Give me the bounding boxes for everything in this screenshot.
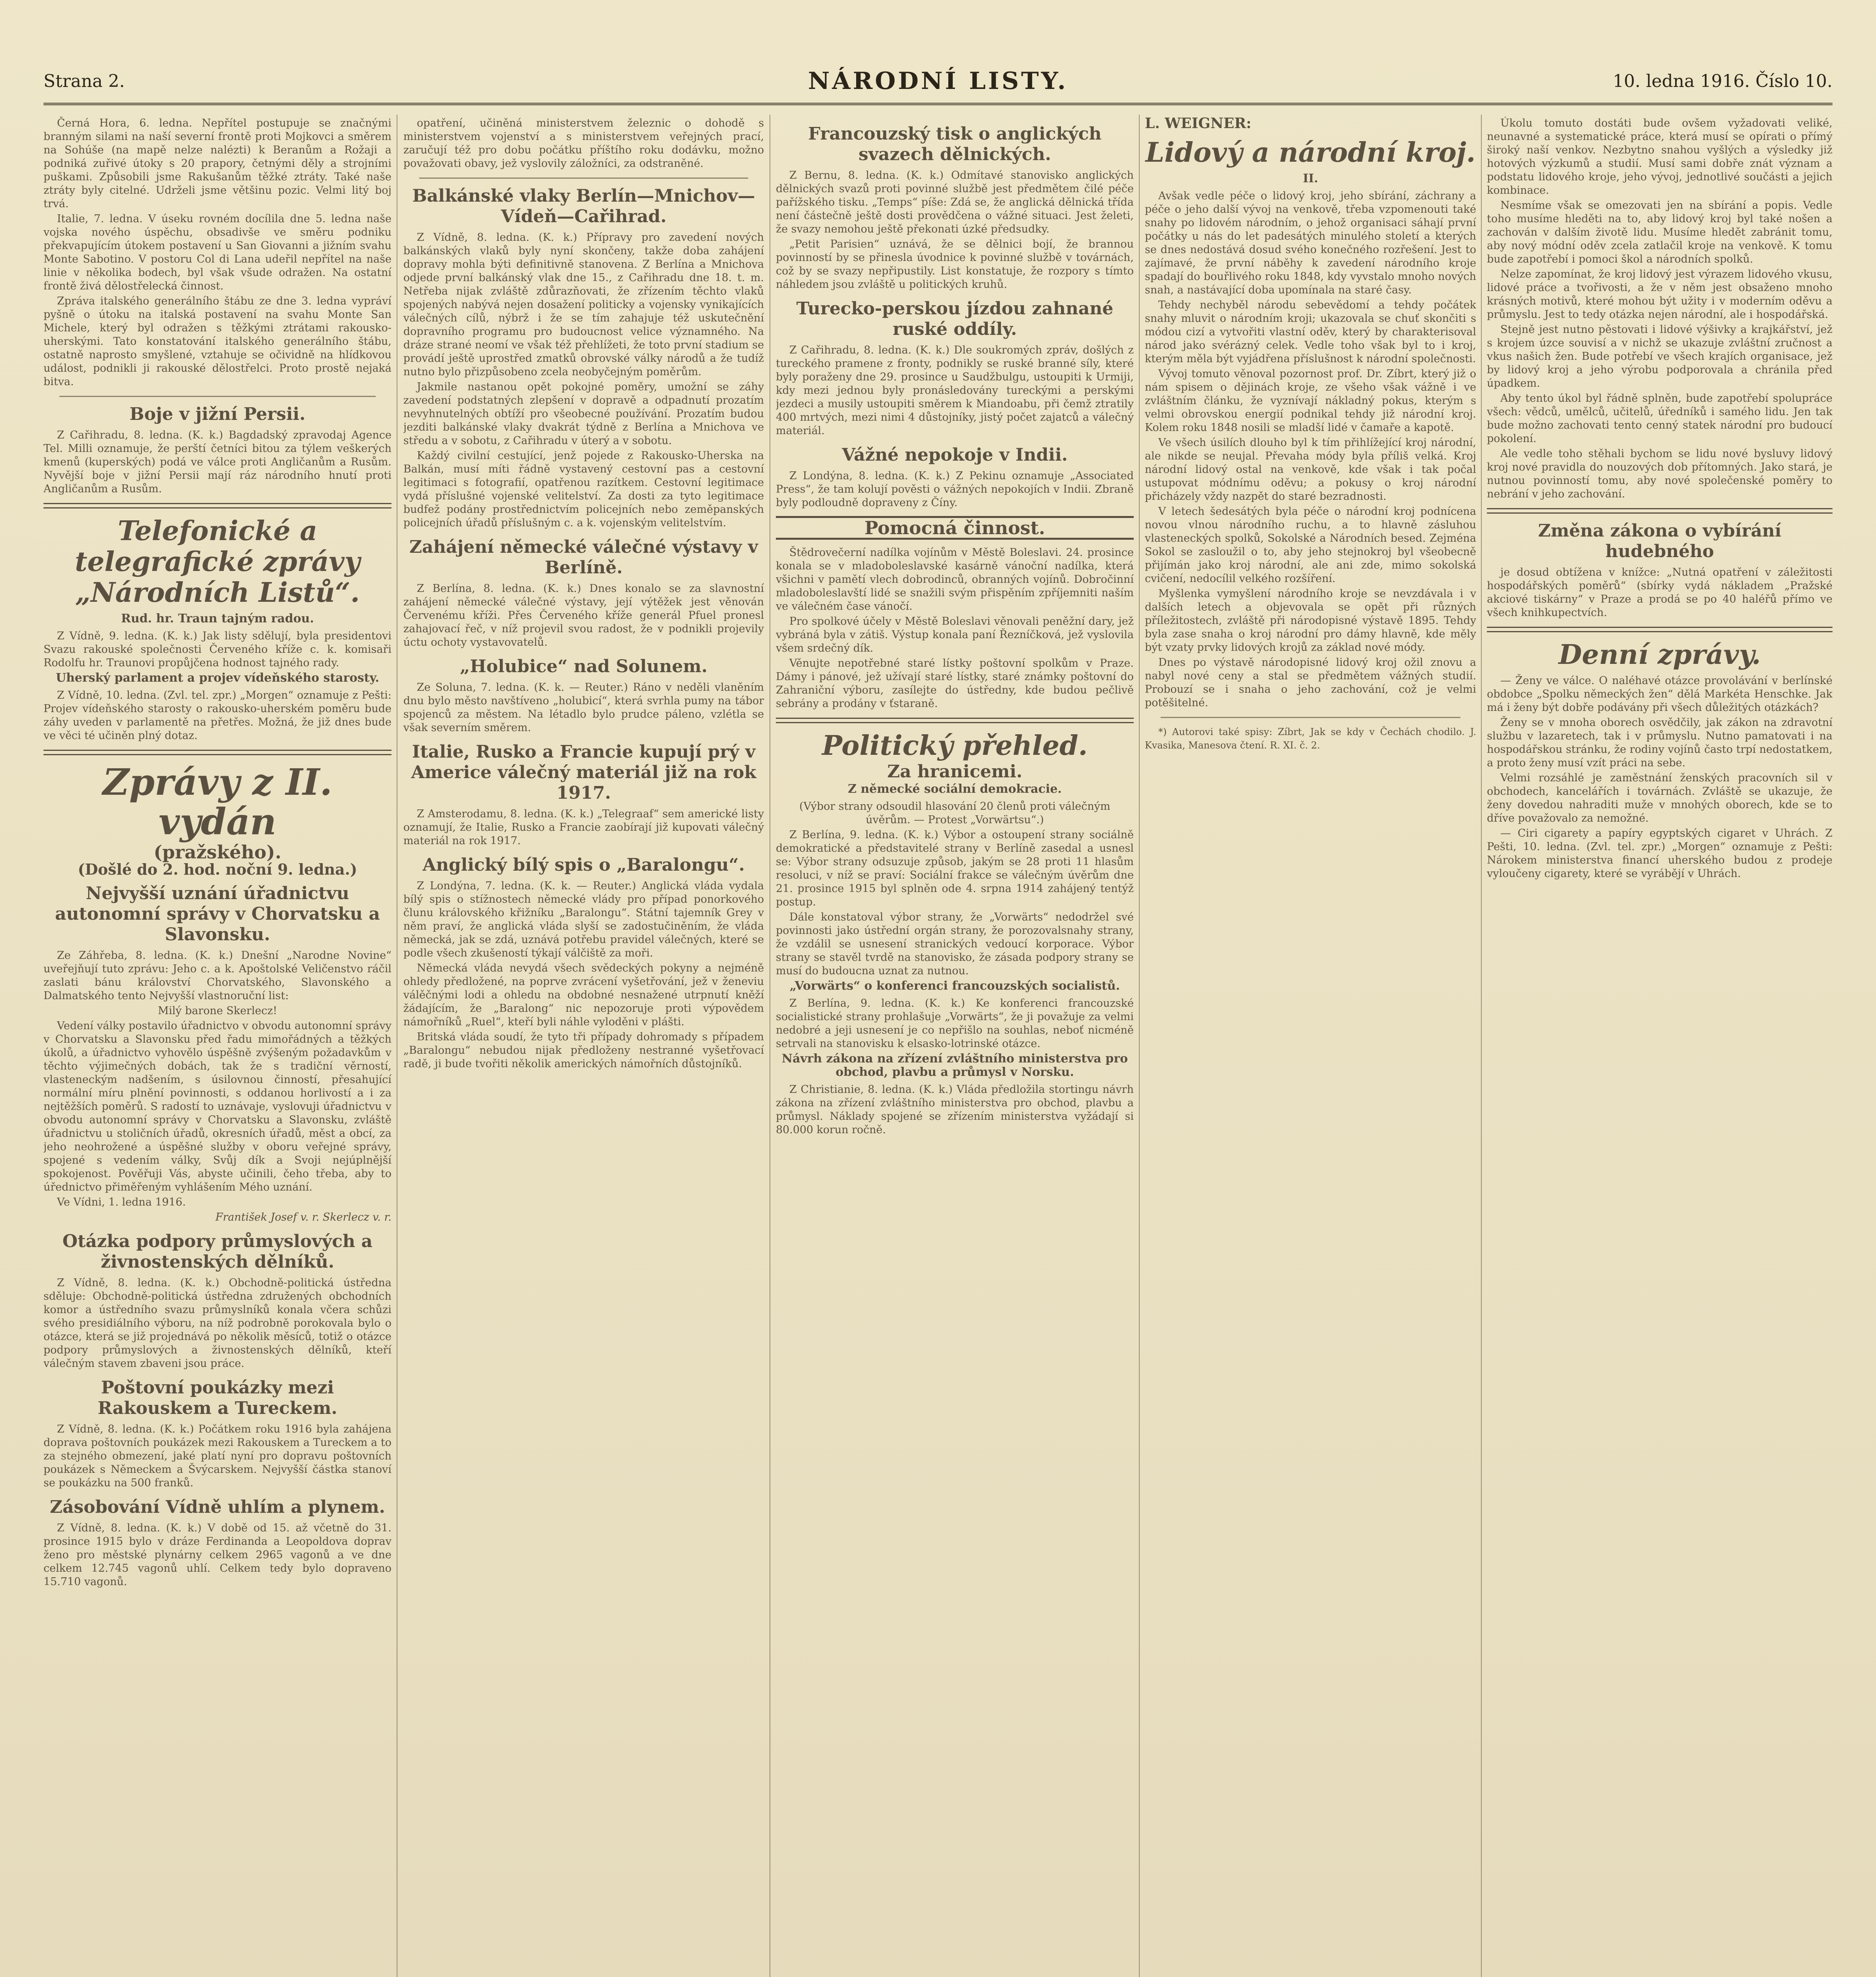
issue-date: 10. ledna 1916. Číslo 10. [1613,71,1833,91]
article-text: Nesmíme však se omezovati jen na sbírání a popis. Vedle toho musíme hleděti na to, aby lidový kroj byl také nošen a zachován v dalším životě lidu. Musíme hledět zabránit tomu, aby nový módní oděv zcela zatlačil kroje na venkově. K tomu bude zapotřebí i pomoci škol a národních spolků. [1487,199,1833,265]
article-text: Z Londýna, 8. ledna. (K. k.) Z Pekinu oznamuje „Associated Press“, že tam kolují pověsti o vážných nepokojích v Indii. Zbraně byly podloudně dopraveny z Číny. [776,470,1134,509]
article-headline: Boje v jižní Persii. [129,404,306,424]
article-headline: Turecko-perskou jízdou zahnané ruské oddíly. [796,299,1114,339]
feuilleton-title: Lidový a národní kroj. [1145,137,1476,168]
article-text: Věnujte nepotřebné staré lístky poštovní spolkům v Praze. Dámy i pánové, jež užívají staré lístky, staré známky poštovní do Zahraniční výboru, zasílejte do ústředny, kde budou pečlivě sebrány a prodány v ťstaraně. [776,657,1134,710]
article-text: „Petit Parisien“ uznává, že se dělnici bojí, že brannou povinností by se přinesla úvodnice k povinné službě v továrnách, což by se svazy nepřipustily. List konstatuje, že rozpory s tímto náhledem jsou zvláště u politických kruhů. [776,238,1134,291]
author-byline: L. WEIGNER: [1145,117,1252,132]
page-number: Strana 2. [43,71,125,91]
section-headline: Zprávy z II. vydán [102,761,333,843]
article-headline: Italie, Rusko a Francie kupují prý v Americe válečný materiál již na rok 1917. [411,742,756,803]
article-text: Z Christianie, 8. ledna. (K. k.) Vláda předložila stortingu návrh zákona na zřízení zvláštního ministerstva pro obchod, plavbu a průmysl. Náklady spojené se zřízením ministerstva vyžádají si 80.000 korun ročně. [776,1083,1134,1136]
masthead: NÁRODNÍ LISTY. [808,67,1068,95]
double-rule [1487,627,1833,632]
article-text: Dále konstatoval výbor strany, že „Vorwärts“ nedodržel své povinnosti jako ústřední orgán strany, že porozovalsnahy strany, že vzdálil se usnesení stranických vedoucí korporace. Výbor strany se stavěl tvrdě na stanovisko, že zásada podpory strany se musí do budoucna uznat za nutnou. [776,911,1134,977]
article-text: je dosud obtížena v knížce: „Nutná opatření v záležitosti hospodářských poměrů“ (sbírky vydá nákladem „Pražské akciové tiskárny“ v Praze a prodá se po 40 haléřů přímo ve všech knihkupectvích. [1487,566,1833,619]
article-text: Z Vídně, 8. ledna. (K. k.) Přípravy pro zavedení nových balkánských vlaků byly nyní skončeny, takže doba zahájení dopravy mohla býti definitivně stanovena. Z Berlína a Mnichova odjede první balkánský vlak dne 15., z Cařihradu dne 18. t. m. Netřeba nijak zvláště zdůrazňovati, že zřízením těchto vlaků spojených nabývá nejen dosažení politicky a vojensky vynikajících válečných cílů, nýbrž i že se tím zahajuje též uskutečnění dopravního programu pro budoucnost velice významného. Na dráze strané neomí ve však též přehlížeti, že toto první stadium se provádí ještě uprostřed zmatků obrovské války národů a že tudíž nutno bylo přizpůsobeno zcela neobyčejným poměrům. [403,231,764,378]
section-headline: Telefonické a telegrafické zprávy „Národních Listů“. [75,515,360,609]
column-rule [1139,115,1140,1977]
article-text: Ze Soluna, 7. ledna. (K. k. — Reuter.) Ráno v neděli vlaněním dnu bylo město navštíveno „holubicí“, která svrhla pumy na tábor spojenců za městem. Na létadlo bylo prudce páleno, vzlétla se však severním směrem. [403,681,764,734]
footnote: *) Autorovi také spisy: Zíbrt, Jak se kdy v Čechách chodilo. J. Kvasika, Manesova čtení. R. XI. č. 2. [1145,726,1476,751]
article-text: Z Berlína, 9. ledna. (K. k.) Výbor a ostoupení strany sociálně demokratické a představitelé strany v Berlíně zasedal a usnesl se: Výbor strany odsuzuje způsob, jakým se 28 proti 11 hlasům resoluci, v níž se praví: Sociální frakce se válečným úvěrům dne 21. prosince 1915 byl splněn ode 4. srpna 1914 zahájený tentýž postup. [776,829,1134,908]
article-text: Britská vláda soudí, že tyto tři případy dohromady s případem „Baralongu“ nebudou nijak předloženy nestranné vyšetřovací radě, ji bude tvořiti několik amerických námořních důstojníků. [403,1031,764,1070]
article-text: Ale vedle toho stěhali bychom se lidu nové bysluvy lidový kroj nové pravidla do nouzových dob přítomných. Jako stará, je nutnou povinností tomu, aby nové společenské poměry to nebrání v jeho zachování. [1487,448,1833,500]
article-text: Avšak vedle péče o lidový kroj, jeho sbírání, záchrany a péče o jeho další vývoj na venkově, třeba vzpomenouti také snahy po lidovém národním, o jehož organisaci sáhají první počátky u nás do let padesátých minulého století a kterých se dnes nedostává dosud svého konečného rozřešení. Jest to zajímavé, že první náběhy k zavedení národního kroje spadají do bouřlivého roku 1848, kdy vyvstalo mnoho nových snah, a nastávající doba upomínala na staré časy. [1145,190,1476,296]
article-text: Pro spolkové účely v Městě Boleslavi věnovali peněžní dary, jež vybráná byla v zátiš. Výstup konala paní Řezníčková, jež vyslovila všem srdečný dík. [776,615,1134,654]
article-text: Velmi rozsáhlé je zaměstnání ženských pracovních sil v obchodech, kancelářích i továrnách. Zvláště se ukazuje, že ženy dovedou nahraditi muže v mnohých oborech, kde se to dříve považovalo za nemožné. [1487,772,1833,824]
double-rule [1487,508,1833,514]
section-subhead: (pražského). [153,841,282,863]
article-text: Z Bernu, 8. ledna. (K. k.) Odmítavé stanovisko anglických dělnických svazů proti povinné službě jest předmětem čilé péče pařížského tisku. „Temps“ píše: Zdá se, že anglická dělnická třída není částečně ještě dosti provědčena o vážné situaci. Jest želeti, že svazy nemohou ještě překonati úzké předsudky. [776,169,1134,235]
separator [1161,717,1460,718]
section-headline: Politický přehled. [822,730,1088,762]
article-text: V letech šedesátých byla péče o národní kroj podnícena novou vlnou národního ruchu, a to hlavně zásluhou vlasteneckých spolků, Sokolské a Národních besed. Zejména Sokol se zasloužil o to, aby jeho stejnokroj byl všeobecně přijímán jako kroj národní, ale ani zde, mimo sokolská cvičení, nedocílil velkého rozšíření. [1145,505,1476,585]
separator [419,178,748,179]
article-text: Z Amsterodamu, 8. ledna. (K. k.) „Telegraaf“ sem americké listy oznamují, že Italie, Rusko a Francie zaobírají již kupovati válečný materiál na rok 1917. [403,808,764,847]
column-rule [1481,115,1482,1977]
article-text: Nelze zapomínat, že kroj lidový jest výrazem lidového vkusu, lidové práce a tvořivosti, a že v něm jest obsaženo mnoho krásných motivů, které mohou být užity i v moderním oděvu a průmyslu. Jest to tedy otázka nejen národní, ale i hospodářská. [1487,268,1833,321]
article-subhead: „Vorwärts“ o konferenci francouzských socialistů. [789,979,1120,993]
article-text: Ve všech úsilích dlouho byl k tím přihlížející kroj národní, ale nikde se neujal. Převaha módy byla příliš velká. Kroj národní lidový ostal na venkově, kde však i tak počal ustupovat módnímu oděvu; a pokusy o kroj národní přicházely vždy nazpět do staré bezradnosti. [1145,437,1476,503]
article-headline: Změna zákona o vybírání hudebného [1538,521,1781,561]
article-headline: Nejvyšší uznání úřadnictvu autonomní správy v Chorvatsku a Slavonsku. [55,883,380,945]
article-text: Německá vláda nevydá všech svědeckých pokyny a nejméně ohledy předložené, na poprve zvrácení vyšetřování, jež v ženeviu válěčnými lodi a ohledu na obdobné nesnažené utrpnutí kněží žádajícím, že „Baralong“ nic nepozoruje proti výpovědem námořníků „Ruel“, kteří byli náhle vyloděni v plášti. [403,962,764,1028]
article-text: Ve Vídni, 1. ledna 1916. [57,1196,186,1208]
article-text: Tehdy nechyběl národu sebevědomí a tehdy počátek snahy mluvit o národním kroji; ukazovala se chuť skončiti s módou cizí a vytvořiti vlastní oděv, který by charakterisoval národ jako svérázný celek. Vedle toho však byl to i kroj, kterým měla být vyjádřena příslušnost k národní společnosti. [1145,299,1476,365]
article-text: Ženy se v mnoha oborech osvědčily, jak zákon na zdravotní službu v lazaretech, tak i v průmyslu. Nutno pamatovati i na hospodářskou stránku, že rodiny vojínů často trpí nedostatkem, a proto ženy musí vzít práci na sebe. [1487,716,1833,769]
article-text: Z Cařihradu, 8. ledna. (K. k.) Bagdadský zpravodaj Agence Tel. Milli oznamuje, že perští četníci bitou za týlem veškerých kmenů (kuperských) podá ve válce proti Angličanům a Rusům. Nyvější boje v jižní Persii mají ráz národního hnutí proti Angličanům a Rusům. [43,429,391,495]
article-text: Každý civilní cestující, jenž pojede z Rakousko-Uherska na Balkán, musí míti řádně vystavený cestovní pas a cestovní legitimaci s fotografií, opatřenou razítkem. Cestovní legitimace vydá příslušné vojenské velitelství. Za dosti za tyto legitimace budfež podány prostřednictvím policejních nebo zeměpanských policejních úřadů příslušným c. a k. vojenským velitelstvím. [403,450,764,529]
article-headline: Zahájení německé válečné výstavy v Berlíně. [409,537,758,578]
article-text: Jakmile nastanou opět pokojné poměry, umožní se záhy zavedení podstatných zlepšení v dopravě a odpadnutí prozatím nevyhnutelných obtíží pro všeobecné používání. Prozatím budou jezditi balkánské vlaky dvakrát týdně z Berlína a Mnichova ve středu a v sobotu, z Cařihradu v úterý a v sobotu. [403,381,764,447]
article-text: Z Vídně, 8. ledna. (K. k.) V době od 15. až včetně do 31. prosince 1915 bylo v dráze Ferdinanda a Leopoldova doprav ženo pro městské plynárny celkem 2965 vagonů a ve dne celkem 12.745 vagonů uhlí. Celkem tedy bylo dopraveno 15.710 vagonů. [43,1522,391,1588]
article-text: Myšlenka vymyšlení národního kroje se nevzdávala i v dalších letech a objevovala se opět při různých příležitostech, zvláště při národopisné výstavě 1895. Tehdy byla zase snaha o kroj národní pro dámy hlavně, kde měly být vzaty prvky lidových krojů za základ nové módy. [1145,588,1476,654]
double-rule [776,718,1134,723]
war-report: Italie, 7. ledna. V úseku rovném docílila dne 5. ledna naše vojska nového úspěchu, obsadivše ve směru podniku překvapujícím útokem postavení u San Giovanni a jižním svahu Monte Sabotino. V postoru Col di Lana udeřil nepřítel na naše linie v několika bodech, byl však všude odražen. Na ostatní frontě živá dělostřelecká činnost. [43,213,391,292]
article-text: Vedení války postavilo úřadnictvo v obvodu autonomní správy v Chorvatsku a Slavonsku před řadu mimořádných a těžkých úkolů, a úřadnictvo vyhovělo úspěšně zvýšeným požadavkům v těchto výjimečných dobách, tak že s tradiční věrností, vlasteneckým nadšením, s úsilovnou činností, přesahující normální míru plnění povinnosti, s oddanou horlivostí a i za nejtěžších poměrů. S radostí to uznávaje, vyslovuji úřadnictvu v obvodu autonomní správy v Chorvatsku a Slavonsku, zvláště úřadnictvu u stoličních úřadů, okresních úřadů, měst a obcí, za jeho neohrožené a úspěšné služby v oboru veřejné správy, spojené s vedením války, Svůj dík a Svoji nejúplnější spokojenost. Pověřuji Vás, abyste učinili, čeho třeba, aby to úřednictvo přiměřeným vyhlášením Mého uznání. [43,1020,391,1193]
section-subhead: Za hranicemi. [887,762,1023,782]
article-subhead: Rud. hr. Traun tajným radou. [121,612,314,626]
article-subhead: Návrh zákona na zřízení zvláštního ministerstva pro obchod, plavbu a průmysl v Norsku. [781,1052,1128,1079]
article-text: Z Berlína, 9. ledna. (K. k.) Ke konferenci francouzské socialistické strany prohlašuje „Vorwärts“, že ji považuje za velmi nedobré a jeji usnesení je co nepřišlo na souhlas, neboť nicméně setrvali na stanovisku k elsasko-lotrinské otázce. [776,997,1134,1050]
column-1 [43,117,391,1977]
article-text: — Ciri cigarety a papíry egyptských cigaret v Uhrách. Z Pešti, 10. ledna. (Zvl. tel. zpr.) „Morgen“ oznamuje z Pešti: Nárokem ministerstva financí uherského budou z prodeje vyloučeny cigarety, které se vyrábějí v Uhrách. [1487,827,1833,880]
article-text: Z Vídně, 8. ledna. (K. k.) Obchodně-politická ústředna sděluje: Obchodně-politická ústředna združených obchodních komor a ústředního svazu průmyslníků konala včera schůzi svého presidiálního výboru, na níž podrobně porokovala bylo o otázce, která se již projednává po několik měsíců, totiž o otázce podpory průmyslových a živnostenských dělníků, kteří válečným stavem zbaveni jsou práce. [43,1277,391,1370]
article-subhead: Z německé sociální demokracie. [848,782,1062,796]
article-text: Vývoj tomuto věnoval pozornost prof. Dr. Zíbrt, který již o nám spisem o dějinách kroje, ze všeho však vážně i ve zvláštním článku, že vyznívají nákladný pokus, kterým s velmi obrovskou energií podnikal tehdy již národní kroj. Kolem roku 1848 nosili se mladší lidé v čamaře a kapotě. [1145,368,1476,434]
article-headline: Vážné nepokoje v Indii. [842,445,1068,465]
article-text: Stejně jest nutno pěstovati i lidové výšivky a krajkářství, jež s krojem úzce souvisí a v nichž se ukazuje zvláštní zručnost a vkus našich žen. Bude potřebí ve všech krajích organisace, jež by lidový kroj a jeho výrobu podporovala a chránila před úpadkem. [1487,323,1833,389]
double-rule [43,750,391,755]
article-text: Úkolu tomuto dostáti bude ovšem vyžadovati veliké, neunavné a systematické práce, která musí se opírati o přímý široký naší venkov. Nezbytno snahou vyšlých a výsledky již hotových výzkumů a studií. Musí sami dobře znát význam a podstatu lidového kroje, jeho vývoj, jednotlivé součásti a jejich kombinace. [1487,117,1833,197]
article-headline: Poštovní poukázky mezi Rakouskem a Tureckem. [98,1378,337,1418]
article-headline: Zásobování Vídně uhlím a plynem. [50,1497,385,1517]
section-headline: Pomocná činnost. [776,516,1134,540]
article-text: Z Cařihradu, 8. ledna. (K. k.) Dle soukromých zpráv, došlých z tureckého pramene z fronty, podnikly se ruské branné síly, které byly poraženy dne 29. prosince u Saudžbulgu, ustoupiti k Urmiji, kdy mezi jednou byly pronásledovány tureckými a perskými jezdeci a musily ustoupiti směrem k Miandoabu, při čemž ztratily 400 mrtvých, mezi nimi 4 důstojníky, jistý počet zajatců a válečný materiál. [776,344,1134,437]
article-text: Dnes po výstavě národopisné lidový kroj ožil znovu a nabyl nové ceny a stal se předmětem vážných studií. Probouzí se i snaha o jeho zachování, což je velmi potěšitelné. [1145,656,1476,709]
article-headline: Francouzský tisk o anglických svazech dělnických. [808,124,1102,164]
signature: František Josef v. r. Skerlecz v. r. [215,1211,391,1223]
article-text: Milý barone Skerlecz! [158,1005,277,1017]
column-5 [1487,117,1833,1977]
article-headline: „Holubice“ nad Solunem. [460,656,708,677]
article-text: Z Vídně, 8. ledna. (K. k.) Počátkem roku 1916 byla zahájena doprava poštovních poukázek mezi Rakouskem a Tureckem a to za stejného obmezení, jaké platí nyní pro dopravu poštovních poukázek s Německem a Švýcarskem. Nejvyšší částka stanoví se poukázku na 500 franků. [43,1423,391,1489]
article-text: Z Londýna, 7. ledna. (K. k. — Reuter.) Anglická vláda vydala bílý spis o stížnostech německé vlády pro případ ponorkového člunu královského křižníku „Baralongu“. Státní tajemník Grey v něm praví, že anglická vláda slyší se zadostučiněním, že vláda německá, jak se zdá, uznává potřebu pravidel válečných, které se podle všech zkušeností týkají válčiště za moři. [403,880,764,959]
column-3 [776,117,1134,1977]
article-headline: Anglický bílý spis o „Baralongu“. [422,855,745,875]
article-text: Ze Záhřeba, 8. ledna. (K. k.) Dnešní „Narodne Novine“ uveřejňují tuto zprávu: Jeho c. a k. Apoštolské Veličenstvo ráčil zaslati bánu království Chorvatského, Slavonského a Dalmatského tento Nejvyšší vlastnoruční list: [43,949,391,1002]
article-text: Aby tento úkol byl řádně splněn, bude zapotřebí spolupráce všech: vědců, umělců, učitelů, úředníků i samého lidu. Jen tak bude možno zachovati tento cenný statek národní pro budoucí pokolení. [1487,392,1833,445]
page-header [43,67,1833,105]
war-report: Zpráva italského generálního štábu ze dne 3. ledna vypráví pyšně o útoku na italská postavení na svahu Monte San Michele, který byl odražen s těžkými ztrátami rakousko-uherskými. Tato konstatování italského generálního štábu, ostatně naprosto smyšlené, vztahuje se očividně na hlídkovou událost, podnikli ji rakouské dělostřelci. Proto prostě nejaká bitva. [43,295,391,388]
article-subhead: Uherský parlament a projev vídeňského starosty. [56,671,379,685]
section-headline: Denní zprávy. [1558,639,1761,671]
article-text: Štědrovečerní nadílka vojínům v Městě Boleslavi. 24. prosince konala se v mladoboleslavské kasárně vánoční nadílka, která všichni v pamětí vlech dobrodinců, obranných vojínů. Dobročinní mladoboleslavští lidé se snažili svým přispěním zpříjemniti naším ve válečném čase vánočí. [776,546,1134,612]
column-2 [403,117,764,1977]
article-text: Z Vídně, 9. ledna. (K. k.) Jak listy sdělují, byla presidentovi Svazu rakouské společnosti Červeného kříže c. k. komisaři Rodolfu hr. Traunovi propůjčena hodnost tajného rady. [43,630,391,669]
article-text: Z Vídně, 10. ledna. (Zvl. tel. zpr.) „Morgen“ oznamuje z Pešti: Projev vídeňského starosty o rakousko-uherském poměru bude záhy uveden v parlamentě na přetřes. Možná, že již dnes bude ve věci té učiněn plný dotaz. [43,689,391,742]
part-number: II. [1303,172,1318,185]
article-headline: Otázka podpory průmyslových a živnostenských dělníků. [62,1231,373,1272]
article-text: opatření, učiněná ministerstvem železnic o dohodě s ministerstvem vojenství a s ministerstvem veřejných prací, zaručují též pro dobu počátku příštího roku dodávku, možno považovati obavy, jež vyslovily záložníci, za odstraněné. [403,117,764,170]
article-headline: Balkánské vlaky Berlín—Mnichov—Vídeň—Cařihrad. [412,186,755,227]
article-text: (Výbor strany odsoudil hlasování 20 členů proti válečným úvěrům. — Protest „Vorwärtsu“.) [799,800,1110,826]
double-rule [43,503,391,508]
separator [59,396,376,397]
war-report: Černá Hora, 6. ledna. Nepřítel postupuje se značnými branným silami na naší severní frontě proti Mojkovci a směrem na Sohúše (na mapě nelze nalézti) k Beranům a Rožaji a podniká zuřivé útoky s 20 prapory, četnými děly a strojními puškami. Způsobili jsme Rakušanům těžké ztráty. Také naše ztráty byly citelné. Udrželi jsme většinu pozic. Velmi litý boj trvá. [43,117,391,210]
section-subhead: (Došlé do 2. hod. noční 9. ledna.) [78,860,357,878]
column-4 [1145,117,1476,1977]
article-text: Z Berlína, 8. ledna. (K. k.) Dnes konalo se za slavnostní zahájení německé válečné výstavy, její výtěžek jest věnován Červenému kříži. Přes Červeného kříže generál Pfuel pronesl zahajovací řeč, v níž projevil svou radost, že v podnikli projevily úctu ochoty vystavovatelů. [403,582,764,648]
article-text: — Ženy ve válce. O naléhavé otázce provolávání v berlínské obdobce „Spolku německých žen“ dělá Markéta Henschke. Jak má i ženy být dobře podávány při všech důležitých otázkách? [1487,675,1833,714]
